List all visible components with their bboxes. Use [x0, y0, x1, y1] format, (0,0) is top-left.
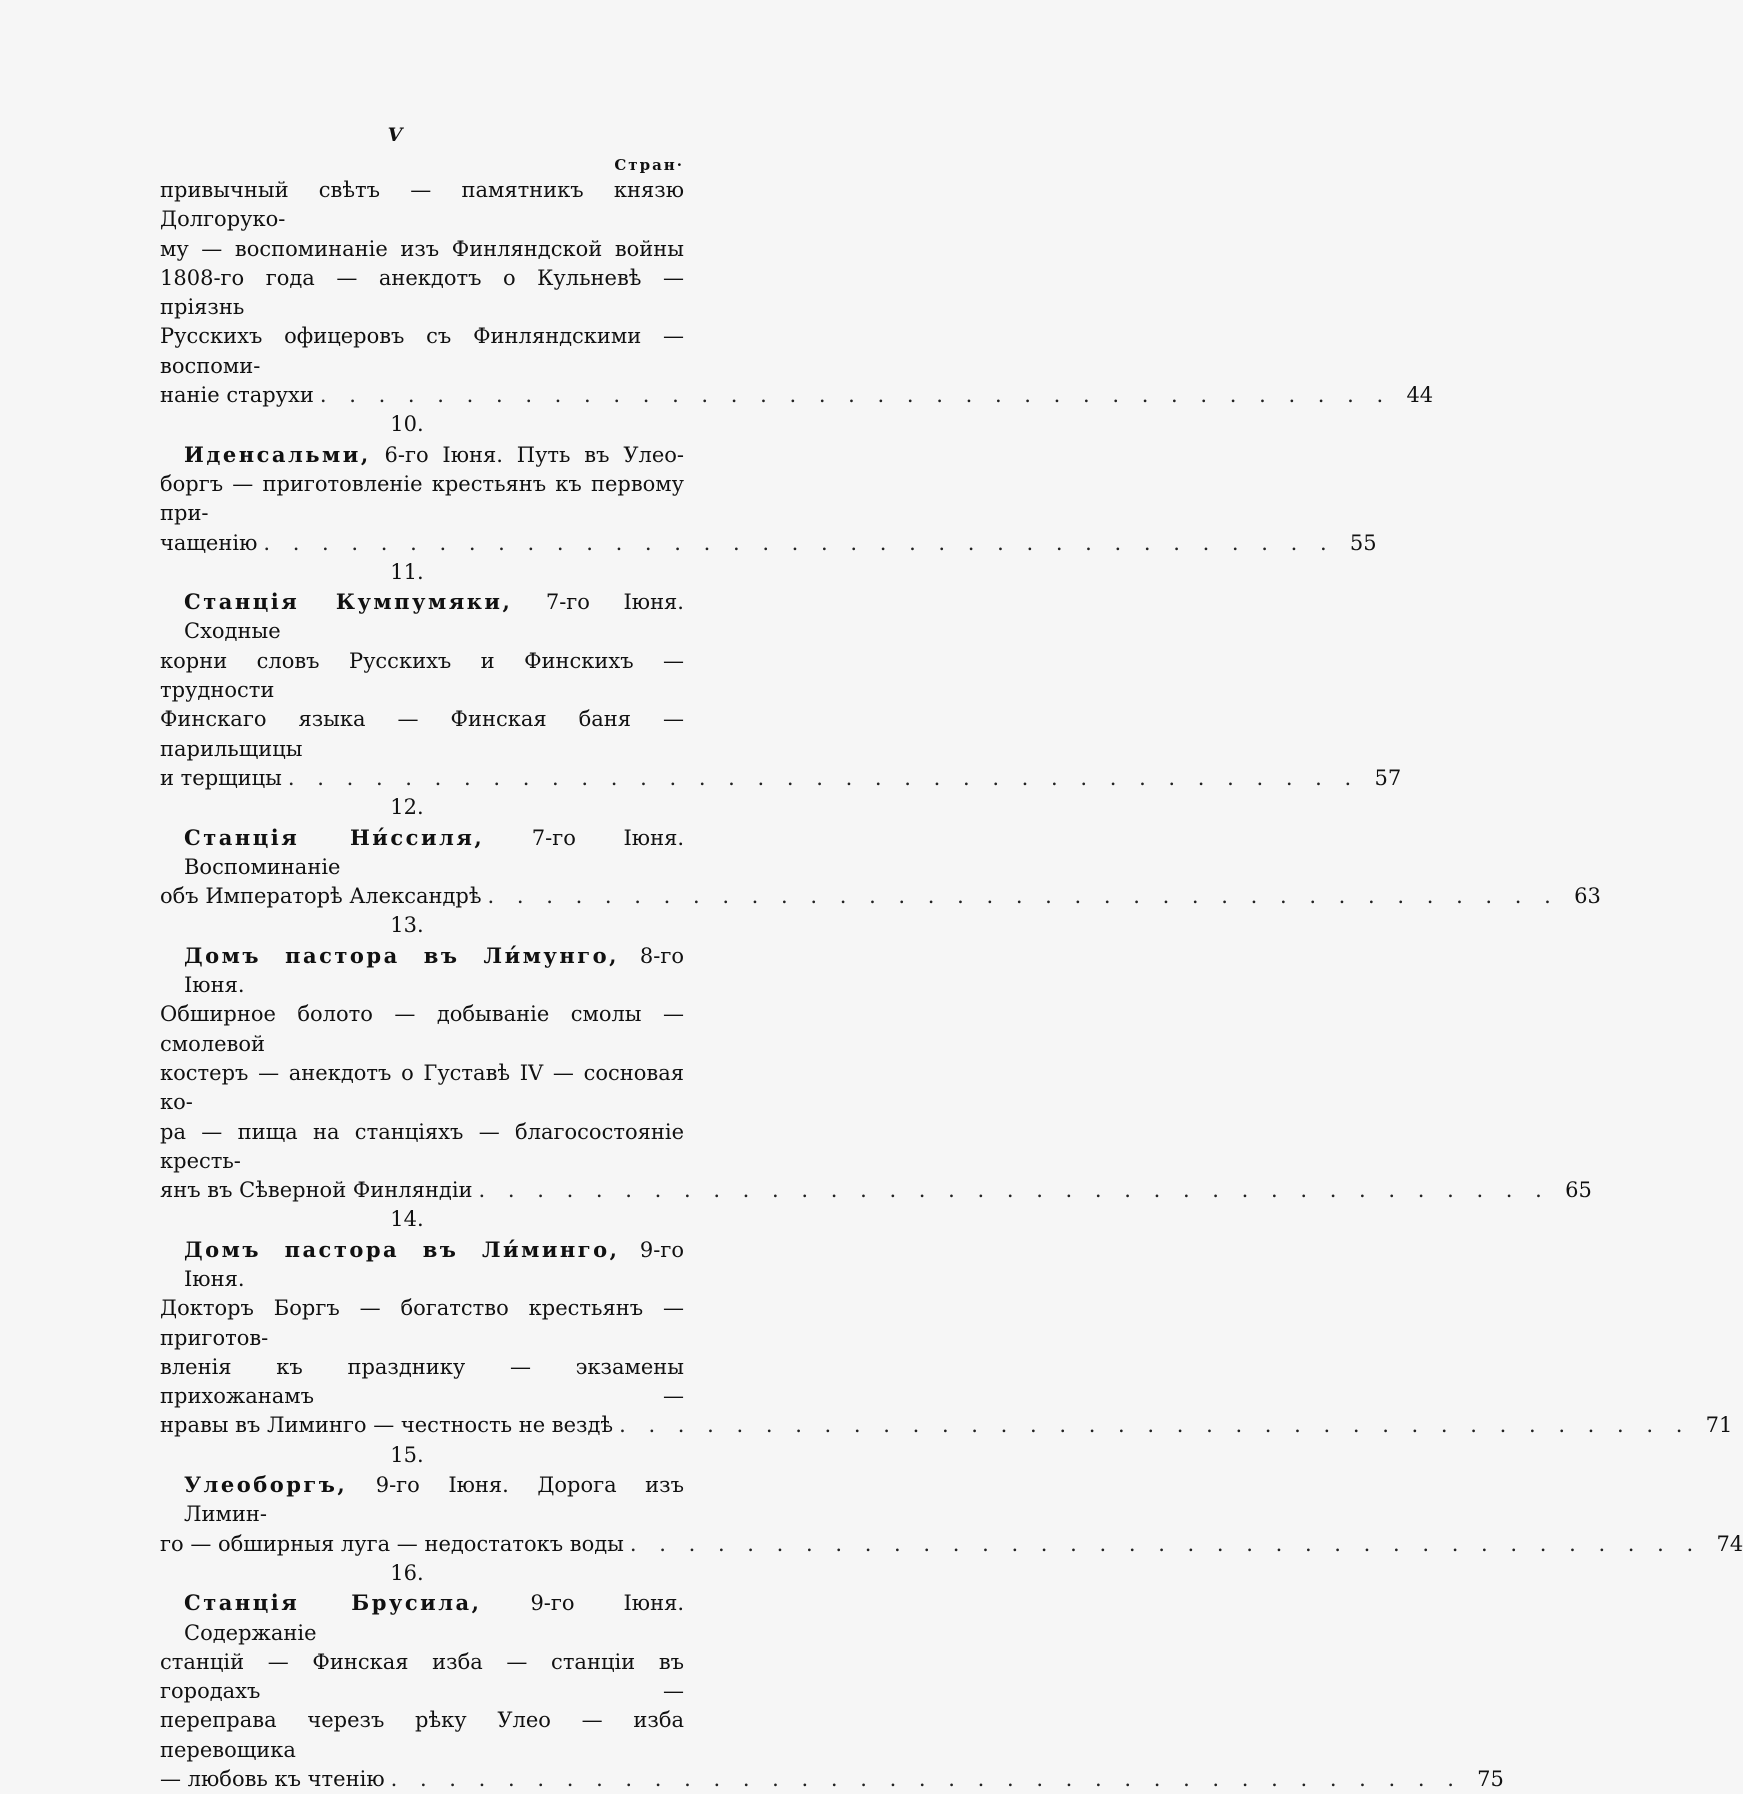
entry-line: Русскихъ офицеровъ съ Финляндскими — воспоми- [160, 324, 684, 378]
page-number: 63 [1574, 884, 1601, 909]
leader-dots: . . . . . . . . . . . . . . . . . . . . . . . . . . . . . . . . . . . . . [319, 383, 1392, 408]
entry-line: 1808-го года — анекдотъ о Кульневѣ — пріязнь [160, 265, 684, 320]
leader-dots: . . . . . . . . . . . . . . . . . . . . . . . . . . . . . . . . . . . . . [390, 1767, 1462, 1792]
entry-line: наніе старухи [160, 383, 314, 408]
entry-line: боргъ — приготовленіе крестьянъ къ первому при- [160, 471, 684, 526]
toc-entry [160, 587, 1402, 793]
table-of-contents [160, 176, 1743, 1794]
entry-line: 9-го Іюня. Содержаніе [184, 1591, 684, 1645]
entry-line: объ Императорѣ Александрѣ [160, 884, 482, 909]
entry-line: 9-го Іюня. [184, 1237, 684, 1291]
section-number: 10. [390, 412, 424, 437]
entry-line: го — обширныя луга — недостатокъ воды [160, 1531, 624, 1556]
section-number: 11. [390, 559, 424, 584]
entry-first-line [160, 440, 684, 470]
entry-title: Домъ пастора въ Ли́минго, [184, 1236, 620, 1262]
entry-last-line [160, 1176, 1592, 1205]
toc-entry [160, 941, 1592, 1206]
entry-first-line [160, 823, 684, 883]
entry-last-line [160, 1530, 1743, 1559]
entry-line: чащенію [160, 530, 258, 555]
entry-line: му — воспоминаніе изъ Финляндской войны [160, 236, 684, 261]
entry-line: и терщицы [160, 765, 282, 790]
entry-last-line [160, 381, 1434, 410]
page-number: 57 [1374, 765, 1402, 790]
section-number: 14. [390, 1207, 424, 1232]
entry-line: Обширное болото — добываніе смолы — смолевой [160, 1002, 684, 1056]
page-number: 74 [1716, 1531, 1743, 1556]
entry-title: Улеоборгъ, [184, 1472, 348, 1498]
section-number: 15. [390, 1442, 424, 1467]
entry-line: костеръ — анекдотъ о Густавѣ IV — сосновая ко- [160, 1060, 684, 1115]
page-number: 65 [1565, 1178, 1592, 1203]
toc-entry [160, 1470, 1743, 1559]
entry-last-line [160, 882, 1601, 911]
page-number: 55 [1349, 530, 1377, 555]
section-number: 12. [390, 795, 424, 820]
entry-title: Иденсальми, [184, 441, 371, 467]
entry-first-line [160, 1470, 684, 1530]
entry-line: Финскаго языка — Финская баня — парильщицы [160, 707, 684, 761]
entry-last-line [160, 529, 1377, 558]
page-number: 44 [1406, 383, 1434, 408]
leader-dots: . . . . . . . . . . . . . . . . . . . . . . . . . . . . . . . . . . . . . [478, 1178, 1550, 1203]
entry-line: переправа черезъ рѣку Улео — изба перевощика [160, 1708, 684, 1762]
entry-line: ра — пища на станціяхъ — благосостояніе кресть- [160, 1119, 684, 1173]
entry-title: Станція Ни́ссиля, [184, 824, 485, 850]
entry-last-line [160, 764, 1402, 793]
toc-entry [160, 823, 1601, 912]
entry-title: Домъ пастора въ Ли́мунго, [184, 942, 619, 968]
toc-entry [160, 1235, 1733, 1441]
toc-entry [160, 1588, 1504, 1794]
entry-first-line [160, 1588, 684, 1648]
entry-last-line [160, 1765, 1504, 1794]
leader-dots: . . . . . . . . . . . . . . . . . . . . . . . . . . . . . . . . . . . . . [487, 884, 1559, 909]
entry-line: 6-го Іюня. Путь въ Улео- [384, 442, 685, 467]
entry-title: Станція Брусила, [184, 1590, 482, 1616]
entry-first-line [160, 587, 684, 647]
entry-line: вленія къ празднику — экзамены прихожанамъ — [160, 1354, 684, 1409]
entry-line: 7-го Іюня. Воспоминаніе [184, 825, 684, 879]
entry-line: 7-го Іюня. Сходные [184, 590, 684, 644]
entry-line: 8-го Іюня. [184, 943, 684, 998]
leader-dots: . . . . . . . . . . . . . . . . . . . . . . . . . . . . . . . . . . . . . [287, 765, 1360, 790]
page-roman-numeral: V [387, 124, 403, 146]
toc-entry [160, 440, 1377, 558]
leader-dots: . . . . . . . . . . . . . . . . . . . . . . . . . . . . . . . . . . . . . [629, 1531, 1702, 1556]
toc-entry [160, 176, 1434, 410]
entry-line: станцій — Финская изба — станціи въ городахъ — [160, 1649, 684, 1704]
page-column-header: Стран· [614, 156, 684, 174]
leader-dots: . . . . . . . . . . . . . . . . . . . . . . . . . . . . . . . . . . . . . [619, 1413, 1691, 1438]
section-number: 13. [390, 913, 424, 938]
entry-line: привычный свѣтъ — памятникъ князю Долгоруко- [160, 178, 684, 232]
entry-line: корни словъ Русскихъ и Финскихъ — трудности [160, 648, 684, 703]
entry-first-line [160, 1235, 684, 1295]
page-number: 71 [1705, 1413, 1733, 1438]
entry-last-line [160, 1411, 1733, 1440]
entry-line: 9-го Іюня. Дорога изъ Лимин- [184, 1473, 684, 1527]
entry-line: Докторъ Боргъ — богатство крестьянъ — приготов- [160, 1296, 684, 1350]
entry-line: нравы въ Лиминго — честность не вездѣ [160, 1413, 614, 1438]
page-number: 75 [1477, 1767, 1504, 1792]
entry-title: Станція Кумпумяки, [184, 589, 513, 615]
entry-line: — любовь къ чтенію [160, 1767, 385, 1792]
entry-line: янъ въ Сѣверной Финляндіи [160, 1178, 473, 1203]
leader-dots: . . . . . . . . . . . . . . . . . . . . . . . . . . . . . . . . . . . . . [263, 530, 1335, 555]
section-number: 16. [390, 1560, 424, 1585]
entry-first-line [160, 941, 684, 1001]
